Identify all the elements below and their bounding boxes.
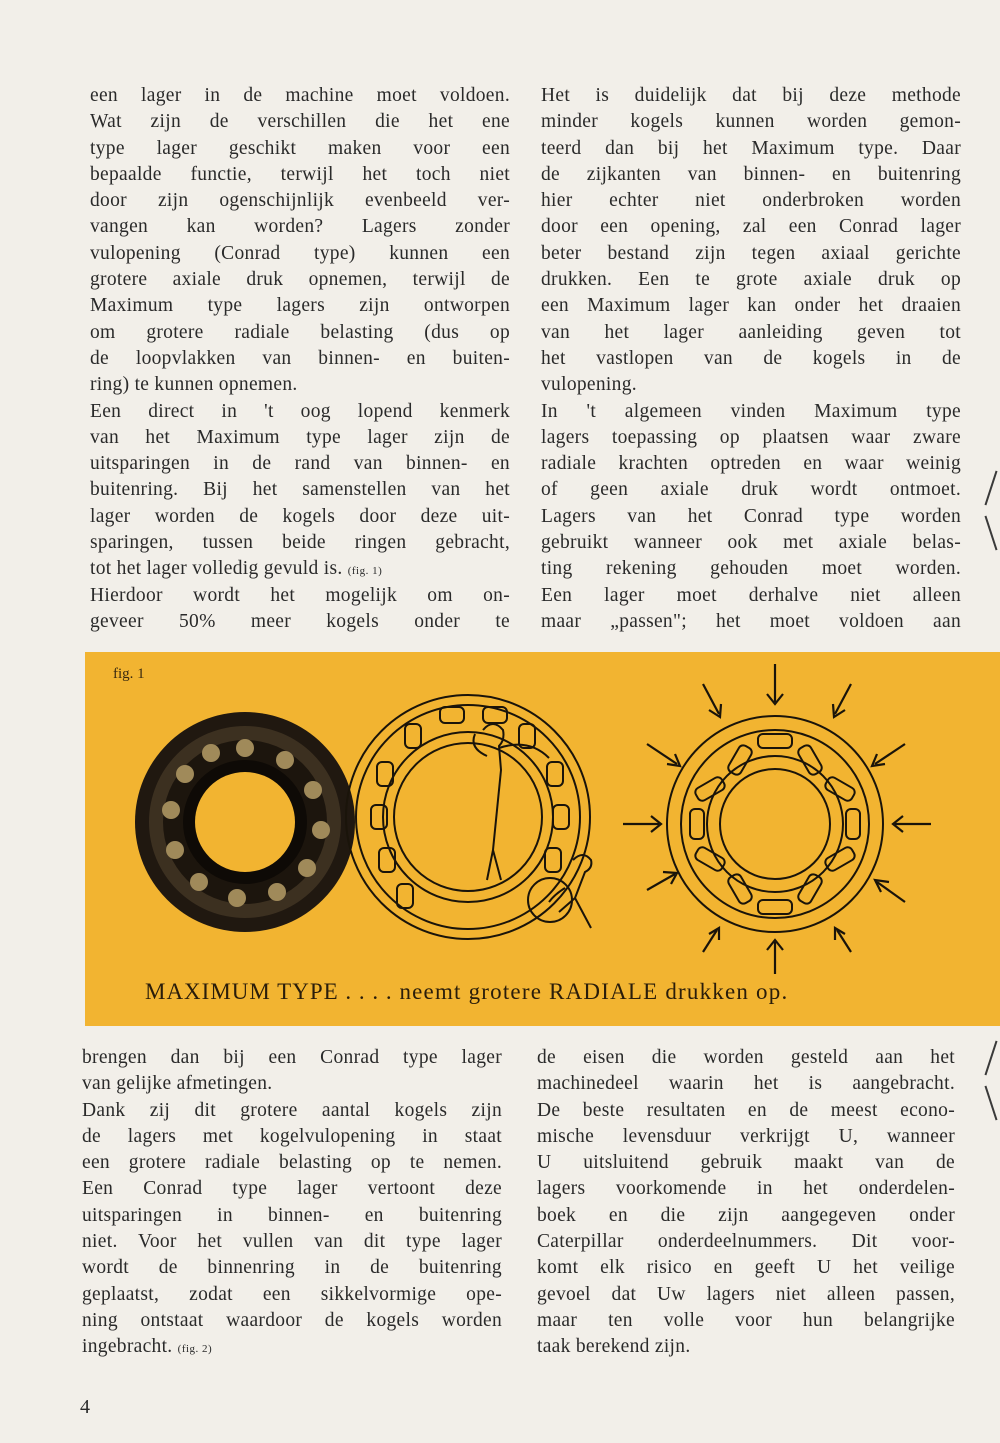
column-bottom-right <box>537 1045 955 1361</box>
text-line: door zijn ogenschijnlijk evenbeeld ver- <box>90 190 510 212</box>
text-line: van gelijke afmetingen. <box>82 1073 273 1095</box>
text-line: teerd dan bij het Maximum type. Daar <box>541 137 961 159</box>
text-line: Wat zijn de verschillen die het ene <box>90 111 510 133</box>
text-line: de zijkanten van binnen- en buitenring <box>541 163 961 185</box>
text-line: vulopening. <box>541 374 637 396</box>
text-line: mische levensduur verkrijgt U, wanneer <box>537 1125 955 1147</box>
text-line: de eisen die worden gesteld aan het <box>537 1047 955 1068</box>
text-line: lager worden de kogels door deze uit- <box>90 505 510 527</box>
text-line: Het is duidelijk dat bij deze methode <box>541 85 961 106</box>
text-line: een lager in de machine moet voldoen. <box>90 85 510 106</box>
text-line: hier echter niet onderbroken worden <box>541 190 961 212</box>
figure-reference: (fig. 1) <box>347 565 383 578</box>
text-line: gevoel dat Uw lagers niet alleen passen, <box>537 1283 955 1305</box>
text-line: Een direct in 't oog lopend kenmerk <box>90 400 510 422</box>
bearing-photo <box>135 712 355 932</box>
text-line: een grotere radiale belasting op te nemen. <box>82 1152 502 1174</box>
text-line: maar ten volle voor hun belangrijke <box>537 1309 955 1331</box>
figure-caption <box>145 979 788 1005</box>
page-number: 4 <box>80 1396 90 1418</box>
figure-panel <box>85 652 1000 1026</box>
text-line: maar „passen"; het moet voldoen aan <box>541 610 961 632</box>
text-line: tot het lager volledig gevuld is. <box>90 558 343 580</box>
text-line: beter bestand zijn tegen axiaal gerichte <box>541 242 961 264</box>
text-line: de lagers met kogelvulopening in staat <box>82 1125 502 1147</box>
text-line: lagers toepassing op plaatsen waar zware <box>541 426 961 448</box>
text-line: type lager geschikt maken voor een <box>90 137 510 159</box>
bearing-drawing-figures <box>346 695 591 939</box>
binding-mark <box>984 516 997 551</box>
text-line: ting rekening gehouden moet worden. <box>541 558 961 580</box>
text-line: Lagers van het Conrad type worden <box>541 505 961 527</box>
text-line: Caterpillar onderdeelnummers. Dit voor- <box>537 1231 955 1253</box>
text-line: Dank zij dit grotere aantal kogels zijn <box>82 1099 502 1121</box>
text-line: Maximum type lagers zijn ontworpen <box>90 295 510 317</box>
bearing-diagram-radial <box>623 664 931 974</box>
text-line: niet. Voor het vullen van dit type lager <box>82 1231 502 1253</box>
text-line: gebruikt wanneer ook met axiale belas- <box>541 532 961 554</box>
text-line: van het Maximum type lager zijn de <box>90 426 510 448</box>
text-line: de loopvlakken van binnen- en buiten- <box>90 347 510 369</box>
text-line: grotere axiale druk opnemen, terwijl de <box>90 269 510 291</box>
text-line: bepaalde functie, terwijl het toch niet <box>90 163 510 185</box>
text-line: uitsparingen in binnen- en buitenring <box>82 1204 502 1226</box>
text-line: In 't algemeen vinden Maximum type <box>541 400 961 422</box>
text-line: U uitsluitend gebruik maakt van de <box>537 1152 955 1174</box>
text-line: een Maximum lager kan onder het draaien <box>541 295 961 317</box>
text-line-with-ref <box>82 1334 502 1360</box>
text-line: lagers voorkomende in het onderdelen- <box>537 1178 955 1200</box>
figure-label: fig. 1 <box>113 666 145 682</box>
text-line: minder kogels kunnen worden gemon- <box>541 111 961 133</box>
text-line: Een Conrad type lager vertoont deze <box>82 1178 502 1200</box>
text-line: om grotere radiale belasting (dus op <box>90 321 510 343</box>
text-line: machinedeel waarin het is aangebracht. <box>537 1073 955 1095</box>
text-line: geveer 50% meer kogels onder te <box>90 610 510 632</box>
text-line-with-ref <box>90 556 510 582</box>
text-line: sparingen, tussen beide ringen gebracht, <box>90 532 510 554</box>
text-line: wordt de binnenring in de buitenring <box>82 1257 502 1279</box>
text-line: door een opening, zal een Conrad lager <box>541 216 961 238</box>
text-line: vangen kan worden? Lagers zonder <box>90 216 510 238</box>
binding-mark <box>984 1086 997 1121</box>
binding-mark <box>984 1041 997 1076</box>
text-line: radiale krachten optreden en waar weinig <box>541 453 961 475</box>
text-line: Hierdoor wordt het mogelijk om on- <box>90 584 510 606</box>
text-line: drukken. Een te grote axiale druk op <box>541 269 961 291</box>
column-top-left <box>90 83 510 635</box>
figure-reference: (fig. 2) <box>177 1343 213 1356</box>
text-line: brengen dan bij een Conrad type lager <box>82 1047 502 1068</box>
text-line: ring) te kunnen opnemen. <box>90 374 298 396</box>
caption-title: MAXIMUM TYPE . . . . <box>145 979 400 1004</box>
bearing-illustration <box>85 652 1000 1026</box>
text-line: ingebracht. <box>82 1336 173 1358</box>
text-line: komt elk risico en geeft U het veilige <box>537 1257 955 1279</box>
text-line: geplaatst, zodat een sikkelvormige ope- <box>82 1283 502 1305</box>
text-line: ning ontstaat waardoor de kogels worden <box>82 1309 502 1331</box>
text-line: De beste resultaten en de meest econo- <box>537 1099 955 1121</box>
text-line: vulopening (Conrad type) kunnen een <box>90 242 510 264</box>
text-line: Een lager moet derhalve niet alleen <box>541 584 961 606</box>
text-line: buitenring. Bij het samenstellen van het <box>90 479 510 501</box>
binding-mark <box>984 471 997 506</box>
column-top-right <box>541 83 961 635</box>
text-line: van het lager aanleiding geven tot <box>541 321 961 343</box>
caption-text: neemt grotere RADIALE drukken op. <box>399 979 789 1004</box>
text-line: boek en die zijn aangegeven onder <box>537 1204 955 1226</box>
text-line: het vastlopen van de kogels in de <box>541 347 961 369</box>
text-line: taak berekend zijn. <box>537 1336 691 1358</box>
text-line: of geen axiale druk wordt ontmoet. <box>541 479 961 501</box>
column-bottom-left <box>82 1045 502 1361</box>
text-line: uitsparingen in de rand van binnen- en <box>90 453 510 475</box>
